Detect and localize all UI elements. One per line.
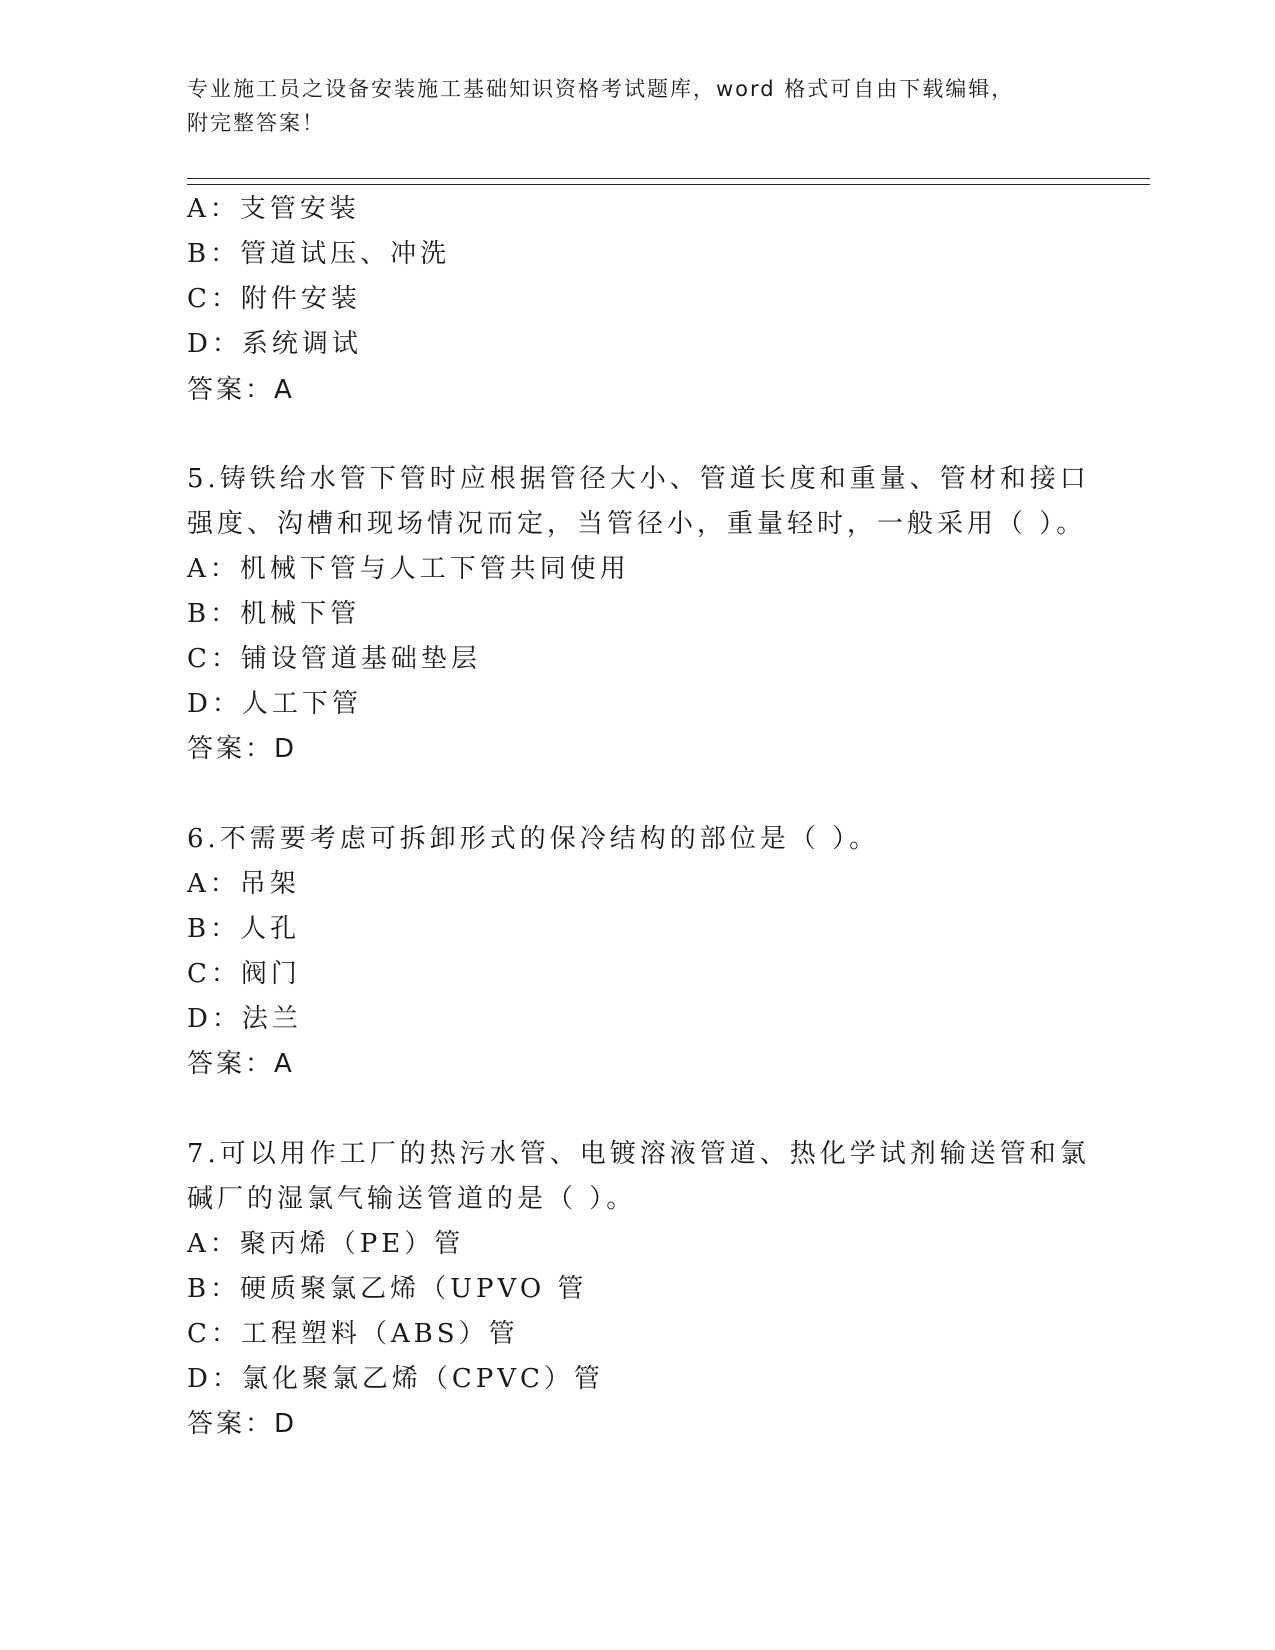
q6-answer: 答案：A: [187, 1049, 295, 1079]
q5-stem-line-2: 强度、沟槽和现场情况而定，当管径小，重量轻时，一般采用（ ）。: [187, 509, 1087, 539]
q7-option-b: B：硬质聚氯乙烯（UPVO 管: [187, 1274, 588, 1304]
q7-stem-line-2: 碱厂的湿氯气输送管道的是（ ）。: [187, 1184, 637, 1214]
header-line-1: 专业施工员之设备安装施工基础知识资格考试题库，word 格式可自由下载编辑，: [187, 77, 1015, 101]
header-divider-top: [187, 178, 1150, 179]
header-divider-bottom: [187, 184, 1150, 185]
header-line-2: 附完整答案！: [187, 111, 325, 135]
q6-option-d: D：法兰: [187, 1004, 302, 1034]
q4-option-b: B：管道试压、冲洗: [187, 239, 451, 269]
q7-answer: 答案：D: [187, 1409, 298, 1439]
q6-option-a: A：吊架: [187, 869, 300, 899]
q4-answer: 答案：A: [187, 375, 295, 405]
q7-option-a: A：聚丙烯（PE）管: [187, 1229, 465, 1259]
q4-option-c: C：附件安装: [187, 284, 361, 314]
q5-option-d: D：人工下管: [187, 689, 362, 719]
q5-answer: 答案：D: [187, 734, 298, 764]
q4-option-a: A：支管安装: [187, 194, 360, 224]
q6-stem: 6.不需要考虑可拆卸形式的保冷结构的部位是（ ）。: [187, 824, 880, 854]
q6-option-b: B：人孔: [187, 914, 301, 944]
q7-option-c: C：工程塑料（ABS）管: [187, 1319, 519, 1349]
q5-stem-line-1: 5.铸铁给水管下管时应根据管径大小、管道长度和重量、管材和接口: [187, 464, 1090, 494]
q7-stem-line-1: 7.可以用作工厂的热污水管、电镀溶液管道、热化学试剂输送管和氯: [187, 1139, 1090, 1169]
q4-option-d: D：系统调试: [187, 329, 362, 359]
q7-option-d: D：氯化聚氯乙烯（CPVC）管: [187, 1364, 604, 1394]
document-header: [187, 72, 1087, 140]
q6-option-c: C：阀门: [187, 959, 301, 989]
q5-option-a: A：机械下管与人工下管共同使用: [187, 554, 630, 584]
q5-option-c: C：铺设管道基础垫层: [187, 644, 481, 674]
q5-option-b: B：机械下管: [187, 599, 361, 629]
